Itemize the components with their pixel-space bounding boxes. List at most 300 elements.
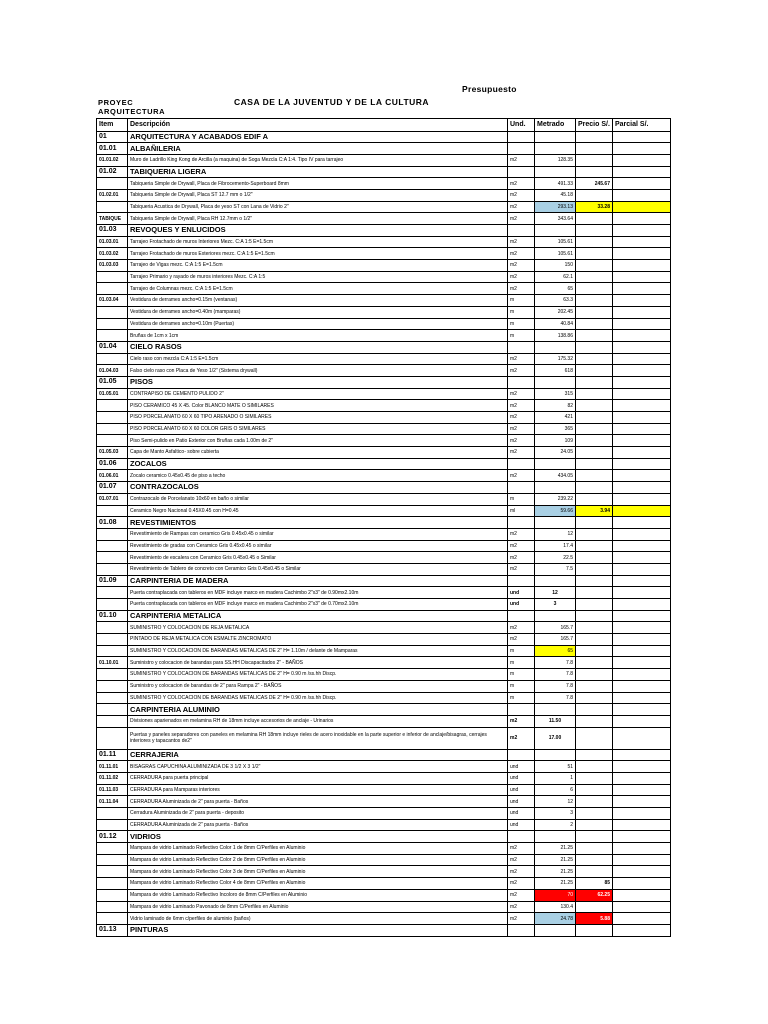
table-row xyxy=(97,154,671,166)
cell-item: 01.07 xyxy=(97,482,128,494)
cell-unit xyxy=(508,341,535,353)
cell-item xyxy=(97,540,128,552)
table-row xyxy=(97,353,671,365)
cell-item: 01.09 xyxy=(97,575,128,587)
cell-unit: m2 xyxy=(508,201,535,213)
cell-unit: m xyxy=(508,692,535,704)
cell-unit: m2 xyxy=(508,365,535,377)
cell-quantity: 65 xyxy=(535,283,576,295)
cell-quantity: 70 xyxy=(535,889,576,901)
cell-description: CERRAJERIA xyxy=(128,749,508,761)
cell-quantity: 165.7 xyxy=(535,634,576,646)
cell-item: 01.03.03 xyxy=(97,260,128,272)
cell-item: 01.08 xyxy=(97,517,128,529)
cell-description: CONTRAZOCALOS xyxy=(128,482,508,494)
cell-price xyxy=(576,657,613,669)
cell-unit xyxy=(508,517,535,529)
cell-description: ZOCALOS xyxy=(128,458,508,470)
table-row xyxy=(97,540,671,552)
budget-title: Presupuesto xyxy=(462,84,517,94)
cell-description: PISOS xyxy=(128,376,508,388)
cell-price xyxy=(576,610,613,622)
cell-description: Puerta contraplacada con tableros en MDF incluye marco en madera Cachimbo 2"x3" de 0.90mx2.10m xyxy=(128,587,508,599)
budget-table-body xyxy=(97,119,671,937)
project-label: PROYEC xyxy=(98,98,134,107)
cell-price xyxy=(576,388,613,400)
cell-subtotal xyxy=(613,271,671,283)
cell-unit: m2 xyxy=(508,178,535,190)
table-row xyxy=(97,435,671,447)
cell-unit: m xyxy=(508,330,535,342)
cell-quantity xyxy=(535,517,576,529)
cell-price xyxy=(576,353,613,365)
cell-description: CIELO RASOS xyxy=(128,341,508,353)
cell-subtotal xyxy=(613,388,671,400)
cell-quantity: 21.25 xyxy=(535,854,576,866)
cell-item xyxy=(97,330,128,342)
cell-quantity: 7.8 xyxy=(535,680,576,692)
cell-item xyxy=(97,306,128,318)
cell-item xyxy=(97,552,128,564)
cell-description: Divisiones aparienados en melamina RH de 18mm incluye accesorios de anclaje - Urinarios xyxy=(128,715,508,727)
cell-quantity: 315 xyxy=(535,388,576,400)
cell-item xyxy=(97,599,128,611)
cell-subtotal xyxy=(613,365,671,377)
cell-description: Vestidura de derrames ancho=0.10m (Puertas) xyxy=(128,318,508,330)
table-row xyxy=(97,866,671,878)
cell-subtotal xyxy=(613,470,671,482)
cell-price xyxy=(576,552,613,564)
cell-quantity xyxy=(535,225,576,237)
cell-item xyxy=(97,680,128,692)
cell-item xyxy=(97,866,128,878)
cell-item xyxy=(97,901,128,913)
table-row xyxy=(97,505,671,517)
cell-item xyxy=(97,622,128,634)
cell-unit: m xyxy=(508,493,535,505)
cell-unit: m xyxy=(508,306,535,318)
cell-unit: m2 xyxy=(508,634,535,646)
cell-description: Tarrajeo Frotachado de muros Exteriores mezc. C:A 1:5 E=1.5cm xyxy=(128,248,508,260)
cell-item xyxy=(97,889,128,901)
table-row xyxy=(97,680,671,692)
cell-item: TABIQUE xyxy=(97,213,128,225)
cell-quantity: 12 xyxy=(535,528,576,540)
cell-quantity xyxy=(535,458,576,470)
cell-unit: und xyxy=(508,808,535,820)
cell-subtotal xyxy=(613,166,671,178)
cell-description: CARPINTERIA METALICA xyxy=(128,610,508,622)
cell-description: Mampara de vidrio Laminado Reflectivo Color 2 de 8mm C/Perfiles en Aluminio xyxy=(128,854,508,866)
cell-subtotal xyxy=(613,400,671,412)
cell-unit: m2 xyxy=(508,843,535,855)
table-row xyxy=(97,878,671,890)
table-row xyxy=(97,365,671,377)
cell-description: Cerradura Aluminizada de 2" para puerta - deposito xyxy=(128,808,508,820)
cell-item xyxy=(97,353,128,365)
cell-quantity: 24.78 xyxy=(535,913,576,925)
cell-unit: m xyxy=(508,680,535,692)
project-name: CASA DE LA JUVENTUD Y DE LA CULTURA xyxy=(234,97,430,107)
cell-item xyxy=(97,704,128,716)
cell-unit xyxy=(508,704,535,716)
cell-item xyxy=(97,435,128,447)
cell-item xyxy=(97,283,128,295)
cell-price: 3.94 xyxy=(576,505,613,517)
project-area: ARQUITECTURA xyxy=(98,107,166,116)
cell-price: 62.25 xyxy=(576,889,613,901)
cell-item xyxy=(97,505,128,517)
cell-description: Piso Semi-pulido en Patio Exterior con Bruñas cada 1.00m de 2" xyxy=(128,435,508,447)
section-row xyxy=(97,831,671,843)
cell-subtotal xyxy=(613,505,671,517)
cell-unit xyxy=(508,166,535,178)
cell-subtotal xyxy=(613,376,671,388)
cell-description: VIDRIOS xyxy=(128,831,508,843)
cell-unit: m2 xyxy=(508,622,535,634)
table-row xyxy=(97,889,671,901)
cell-description: SUMINISTRO Y COLOCACION DE BARANDAS METALICAS DE 2" H= 0.90 m /ss.hh Discp. xyxy=(128,692,508,704)
section-row xyxy=(97,704,671,716)
table-row xyxy=(97,400,671,412)
cell-item xyxy=(97,727,128,749)
cell-quantity xyxy=(535,341,576,353)
cell-description: CONTRAPISO DE CEMENTO PULIDO 2" xyxy=(128,388,508,400)
cell-subtotal xyxy=(613,901,671,913)
cell-unit: und xyxy=(508,772,535,784)
cell-unit: und xyxy=(508,587,535,599)
cell-quantity: 12 xyxy=(535,587,576,599)
table-row xyxy=(97,657,671,669)
cell-price xyxy=(576,761,613,773)
table-row xyxy=(97,913,671,925)
cell-description: Tarrajeo de Columnas mezc. C:A 1:5 E=1.5cm xyxy=(128,283,508,295)
cell-unit: m2 xyxy=(508,435,535,447)
cell-quantity xyxy=(535,610,576,622)
cell-unit: m2 xyxy=(508,271,535,283)
cell-subtotal xyxy=(613,808,671,820)
cell-item xyxy=(97,854,128,866)
cell-item: 01.02 xyxy=(97,166,128,178)
cell-subtotal xyxy=(613,645,671,657)
cell-unit: und xyxy=(508,761,535,773)
cell-price xyxy=(576,692,613,704)
cell-price xyxy=(576,575,613,587)
cell-unit: ml xyxy=(508,505,535,517)
cell-description: PISO PORCELANATO 60 X 60 TIPO ARENADO O SIMILARES xyxy=(128,412,508,424)
cell-description: PISO PORCELANATO 60 X 60 COLOR GRIS O SIMILARES xyxy=(128,423,508,435)
cell-price xyxy=(576,306,613,318)
cell-subtotal xyxy=(613,236,671,248)
cell-unit: m2 xyxy=(508,878,535,890)
cell-quantity xyxy=(535,749,576,761)
cell-subtotal xyxy=(613,761,671,773)
table-row xyxy=(97,599,671,611)
cell-item xyxy=(97,913,128,925)
cell-unit: m2 xyxy=(508,189,535,201)
table-row xyxy=(97,808,671,820)
cell-quantity: 65 xyxy=(535,645,576,657)
cell-unit xyxy=(508,376,535,388)
cell-item xyxy=(97,587,128,599)
cell-item xyxy=(97,634,128,646)
cell-unit: m2 xyxy=(508,412,535,424)
cell-price xyxy=(576,318,613,330)
cell-quantity: 3 xyxy=(535,599,576,611)
cell-item: 01.11 xyxy=(97,749,128,761)
table-row xyxy=(97,201,671,213)
cell-subtotal xyxy=(613,213,671,225)
table-row xyxy=(97,295,671,307)
cell-subtotal xyxy=(613,189,671,201)
cell-item: 01.11.03 xyxy=(97,784,128,796)
cell-quantity: 11.50 xyxy=(535,715,576,727)
cell-subtotal xyxy=(613,201,671,213)
cell-description: Vidrio laminado de 6mm c/perfiles de aluminio (baños) xyxy=(128,913,508,925)
table-row xyxy=(97,236,671,248)
cell-unit: m2 xyxy=(508,400,535,412)
cell-quantity: 24.05 xyxy=(535,447,576,459)
table-header-row xyxy=(97,119,671,132)
cell-subtotal xyxy=(613,482,671,494)
cell-subtotal xyxy=(613,878,671,890)
column-header-price: Precio S/. xyxy=(576,119,613,132)
cell-quantity: 109 xyxy=(535,435,576,447)
table-row xyxy=(97,796,671,808)
cell-quantity xyxy=(535,376,576,388)
cell-description: Tabiqueria Simple de Drywall, Placa ST 12.7 mm o 1/2" xyxy=(128,189,508,201)
cell-description: Mampara de vidrio Laminado Pavonado de 8mm C/Perfiles en Aluminio xyxy=(128,901,508,913)
table-row xyxy=(97,260,671,272)
cell-unit: und xyxy=(508,784,535,796)
cell-description: ALBAÑILERIA xyxy=(128,143,508,155)
cell-unit xyxy=(508,575,535,587)
cell-unit xyxy=(508,458,535,470)
cell-quantity: 138.86 xyxy=(535,330,576,342)
cell-item xyxy=(97,412,128,424)
cell-price xyxy=(576,924,613,936)
cell-subtotal xyxy=(613,447,671,459)
cell-subtotal xyxy=(613,283,671,295)
cell-subtotal xyxy=(613,318,671,330)
cell-quantity xyxy=(535,831,576,843)
cell-subtotal xyxy=(613,610,671,622)
cell-subtotal xyxy=(613,599,671,611)
column-header-quantity: Metrado xyxy=(535,119,576,132)
cell-price xyxy=(576,749,613,761)
section-row xyxy=(97,458,671,470)
cell-subtotal xyxy=(613,552,671,564)
cell-description: Mampara de vidrio Laminado Reflectivo Incoloro de 8mm C/Perfiles en Aluminio xyxy=(128,889,508,901)
cell-subtotal xyxy=(613,154,671,166)
cell-subtotal xyxy=(613,669,671,681)
cell-subtotal xyxy=(613,131,671,143)
cell-price: 85 xyxy=(576,878,613,890)
cell-quantity xyxy=(535,166,576,178)
cell-price: 33.28 xyxy=(576,201,613,213)
cell-price xyxy=(576,796,613,808)
cell-price xyxy=(576,528,613,540)
cell-unit: m2 xyxy=(508,423,535,435)
cell-item xyxy=(97,692,128,704)
cell-quantity: 128.35 xyxy=(535,154,576,166)
cell-description: SUMINISTRO Y COLOCACION DE REJA METALICA xyxy=(128,622,508,634)
cell-price xyxy=(576,854,613,866)
section-row xyxy=(97,610,671,622)
cell-unit: m2 xyxy=(508,727,535,749)
table-row xyxy=(97,587,671,599)
cell-quantity: 165.7 xyxy=(535,622,576,634)
table-row xyxy=(97,447,671,459)
cell-item xyxy=(97,271,128,283)
cell-unit xyxy=(508,482,535,494)
cell-price xyxy=(576,843,613,855)
cell-unit: m xyxy=(508,295,535,307)
table-row xyxy=(97,784,671,796)
cell-description: Tabiqueria Simple de Drywall, Placa RH 12.7mm o 1/2" xyxy=(128,213,508,225)
cell-quantity: 17.4 xyxy=(535,540,576,552)
cell-price xyxy=(576,645,613,657)
cell-price xyxy=(576,248,613,260)
cell-subtotal xyxy=(613,715,671,727)
cell-item xyxy=(97,808,128,820)
cell-quantity: 51 xyxy=(535,761,576,773)
cell-description: CERRADURA Aluminizada de 2" para puerta - Baños xyxy=(128,819,508,831)
cell-item xyxy=(97,528,128,540)
cell-price xyxy=(576,772,613,784)
table-row xyxy=(97,669,671,681)
cell-subtotal xyxy=(613,540,671,552)
cell-subtotal xyxy=(613,772,671,784)
table-row xyxy=(97,306,671,318)
cell-description: SUMINISTRO Y COLOCACION DE BARANDAS METALICAS DE 2" H= 0.90 m /ss.hh Discp. xyxy=(128,669,508,681)
cell-quantity: 45.18 xyxy=(535,189,576,201)
cell-unit xyxy=(508,749,535,761)
table-row xyxy=(97,248,671,260)
budget-table xyxy=(96,118,671,937)
cell-quantity xyxy=(535,482,576,494)
cell-unit: m2 xyxy=(508,283,535,295)
cell-item: 01 xyxy=(97,131,128,143)
cell-description: Tarrajeo de Vigas mezc. C:A 1:5 E=1.5cm xyxy=(128,260,508,272)
cell-quantity: 62.1 xyxy=(535,271,576,283)
cell-description: Tabiqueria Acustica de Drywall, Placa de yeso ST con Lana de Vidrio 2" xyxy=(128,201,508,213)
cell-subtotal xyxy=(613,913,671,925)
cell-item: 01.01 xyxy=(97,143,128,155)
cell-description: SUMINISTRO Y COLOCACION DE BARANDAS METALICAS DE 2" H= 1.10m / delante de Mamparas xyxy=(128,645,508,657)
cell-item xyxy=(97,669,128,681)
cell-description: Ceramico Negro Nacional 0.45X0.45 con H=0.45 xyxy=(128,505,508,517)
table-row xyxy=(97,493,671,505)
cell-unit: m2 xyxy=(508,388,535,400)
section-row xyxy=(97,749,671,761)
cell-description: Revestimiento de escalera con Ceramico Gris 0.45x0.45 o Similar xyxy=(128,552,508,564)
cell-description: Contrazocalo de Porcelanato 10x60 en baño o similar xyxy=(128,493,508,505)
cell-price xyxy=(576,143,613,155)
table-row xyxy=(97,772,671,784)
cell-item: 01.01.02 xyxy=(97,154,128,166)
cell-price xyxy=(576,260,613,272)
cell-quantity: 7.8 xyxy=(535,669,576,681)
cell-subtotal xyxy=(613,866,671,878)
cell-description: Puertas y paneles separadores con paneles en melamina RH 18mm incluye rieles de acero inoxidable en la parte superior e inferior de anclaje/bisagras, cerrajes interiores y tapacantos de2" xyxy=(128,727,508,749)
cell-price xyxy=(576,493,613,505)
cell-quantity: 2 xyxy=(535,819,576,831)
cell-subtotal xyxy=(613,622,671,634)
cell-unit: m2 xyxy=(508,528,535,540)
cell-item: 01.13 xyxy=(97,924,128,936)
cell-item: 01.10.01 xyxy=(97,657,128,669)
table-row xyxy=(97,423,671,435)
cell-unit: m2 xyxy=(508,540,535,552)
cell-description: PINTADO DE REJA METALICA CON ESMALTE ZINCROMATO xyxy=(128,634,508,646)
cell-subtotal xyxy=(613,924,671,936)
cell-quantity: 40.84 xyxy=(535,318,576,330)
cell-item: 01.03.01 xyxy=(97,236,128,248)
cell-price xyxy=(576,808,613,820)
cell-subtotal xyxy=(613,341,671,353)
cell-item xyxy=(97,563,128,575)
cell-price xyxy=(576,365,613,377)
cell-price xyxy=(576,154,613,166)
column-header-subtotal: Parcial S/. xyxy=(613,119,671,132)
cell-quantity: 343.64 xyxy=(535,213,576,225)
cell-description: Puerta contraplacada con tableros en MDF incluye marco en madera Cachimbo 2"x3" de 0.70mx2.10m xyxy=(128,599,508,611)
cell-item: 01.11.04 xyxy=(97,796,128,808)
cell-description: Zocalo ceramico 0.45x0.45 de piso a techo xyxy=(128,470,508,482)
cell-description: Muro de Ladrillo King Kong de Arcilla (a maquina) de Soga Mezcla C:A 1:4. Tipo IV para tarrajeo xyxy=(128,154,508,166)
section-row xyxy=(97,143,671,155)
cell-quantity: 21.25 xyxy=(535,866,576,878)
cell-description: Tabiqueria Simple de Drywall, Placa de Fibrocemento-Superboard 8mm xyxy=(128,178,508,190)
cell-price xyxy=(576,447,613,459)
cell-quantity: 150 xyxy=(535,260,576,272)
cell-description: Cielo raso con mezcla C:A 1:5 E=1.5cm xyxy=(128,353,508,365)
cell-unit: m2 xyxy=(508,901,535,913)
cell-unit: und xyxy=(508,819,535,831)
cell-subtotal xyxy=(613,634,671,646)
cell-quantity: 17.00 xyxy=(535,727,576,749)
cell-unit: m2 xyxy=(508,248,535,260)
cell-price xyxy=(576,225,613,237)
cell-price xyxy=(576,482,613,494)
cell-subtotal xyxy=(613,889,671,901)
cell-description: PINTURAS xyxy=(128,924,508,936)
cell-quantity: 434.05 xyxy=(535,470,576,482)
cell-price xyxy=(576,599,613,611)
cell-item: 01.04 xyxy=(97,341,128,353)
table-row xyxy=(97,692,671,704)
cell-item: 01.03 xyxy=(97,225,128,237)
cell-price xyxy=(576,236,613,248)
section-row xyxy=(97,376,671,388)
table-row xyxy=(97,843,671,855)
cell-unit: m2 xyxy=(508,154,535,166)
cell-price xyxy=(576,376,613,388)
cell-subtotal xyxy=(613,831,671,843)
cell-item: 01.02.01 xyxy=(97,189,128,201)
table-row xyxy=(97,819,671,831)
cell-quantity: 202.45 xyxy=(535,306,576,318)
cell-subtotal xyxy=(613,587,671,599)
cell-quantity: 7.5 xyxy=(535,563,576,575)
cell-subtotal xyxy=(613,248,671,260)
cell-subtotal xyxy=(613,306,671,318)
cell-quantity: 618 xyxy=(535,365,576,377)
cell-subtotal xyxy=(613,458,671,470)
cell-description: Suministro y colocacion de barandas de 2" para Rampa 2" - BAÑOS xyxy=(128,680,508,692)
cell-quantity: 1 xyxy=(535,772,576,784)
